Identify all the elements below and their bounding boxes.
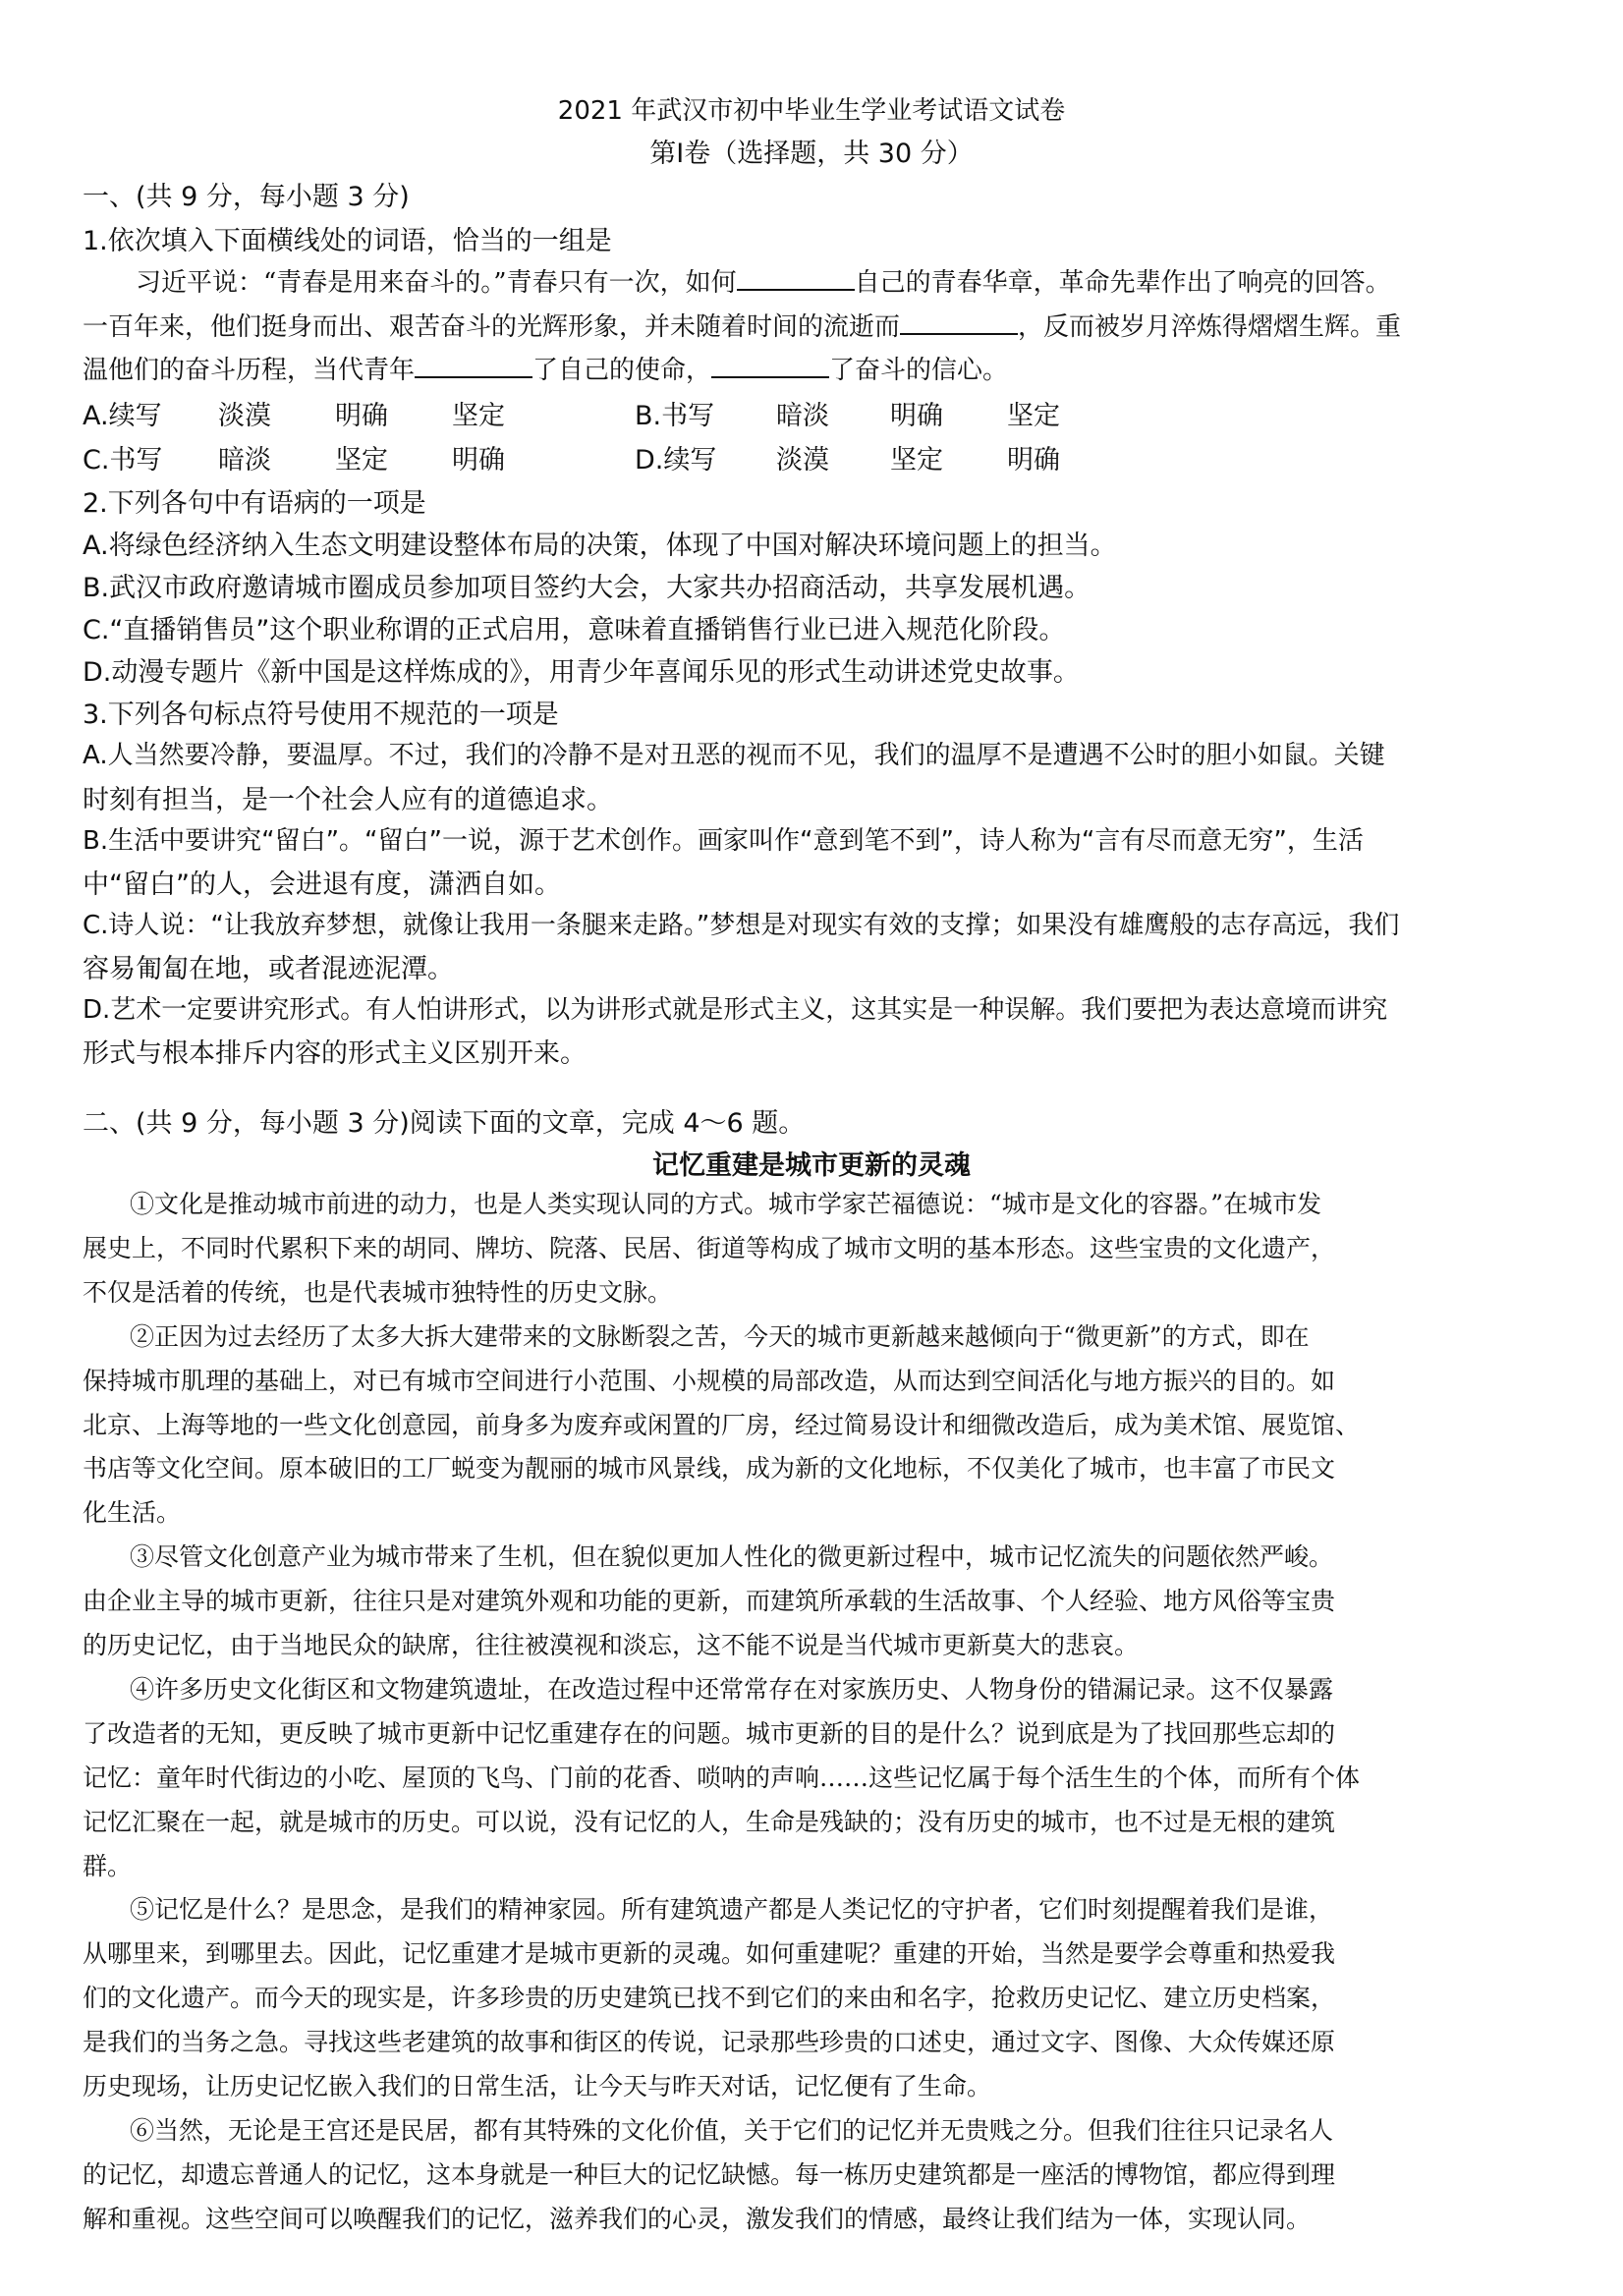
fill-blank-4: [711, 353, 829, 378]
article-line: 的历史记忆，由于当地民众的缺席，往往被漠视和淡忘，这不能不说是当代城市更新莫大的悲哀。: [83, 1631, 1140, 1659]
q1-text-segment: 了自己的使命，: [532, 356, 712, 385]
fill-blank-3: [415, 353, 532, 378]
q3-stem: 3.下列各句标点符号使用不规范的一项是: [83, 700, 559, 730]
option-c-word-2: 暗淡: [218, 445, 271, 476]
option-c-word-1: C.书写: [83, 445, 163, 476]
option-b-word-1: B.书写: [635, 401, 715, 431]
q3-option-b-line-1: B.生活中要讲究“留白”。“留白”一说，源于艺术创作。画家叫作“意到笔不到”，诗人称为“言有尽而意无穷”，生活: [83, 826, 1364, 856]
article-line: 历史现场，让历史记忆嵌入我们的日常生活，让今天与昨天对话，记忆便有了生命。: [83, 2072, 992, 2100]
article-line: 展史上，不同时代累积下来的胡同、牌坊、院落、民居、街道等构成了城市文明的基本形态。这些宝贵的文化遗产，: [83, 1233, 1336, 1262]
option-a-word-1: A.续写: [83, 401, 162, 431]
option-c-word-4: 明确: [452, 445, 505, 476]
section1-heading: 一、(共 9 分，每小题 3 分): [83, 182, 410, 212]
article-line: 是我们的当务之急。寻找这些老建筑的故事和街区的传说，记录那些珍贵的口述史，通过文字、图像、大众传媒还原: [83, 2028, 1336, 2057]
q3-option-a-line-2: 时刻有担当，是一个社会人应有的道德追求。: [83, 785, 613, 815]
q3-option-c-line-2: 容易匍匐在地，或者混迹泥潭。: [83, 954, 454, 984]
option-a-word-4: 坚定: [452, 401, 505, 431]
article-line: 记忆汇聚在一起，就是城市的历史。可以说，没有记忆的人，生命是残缺的；没有历史的城市，也不过是无根的建筑: [83, 1807, 1336, 1836]
q3-option-d-line-1: D.艺术一定要讲究形式。有人怕讲形式，以为讲形式就是形式主义，这其实是一种误解。我们要把为表达意境而讲究: [83, 995, 1388, 1025]
option-b-word-4: 坚定: [1007, 401, 1060, 431]
article-line: ④许多历史文化街区和文物建筑遗址，在改造过程中还常常存在对家族历史、人物身份的错漏记录。这不仅暴露: [130, 1674, 1334, 1704]
article-line: 由企业主导的城市更新，往往只是对建筑外观和功能的更新，而建筑所承载的生活故事、个人经验、地方风俗等宝贵: [83, 1587, 1336, 1616]
article-line: 群。: [83, 1851, 133, 1880]
option-d-word-4: 明确: [1007, 445, 1060, 476]
q1-stem: 1.依次填入下面横线处的词语，恰当的一组是: [83, 226, 612, 256]
option-a-word-2: 淡漠: [218, 401, 271, 431]
q3-option-b-line-2: 中“留白”的人，会进退有度，潇洒自如。: [83, 869, 561, 900]
option-d-word-1: D.续写: [635, 445, 717, 476]
article-line: 解和重视。这些空间可以唤醒我们的记忆，滋养我们的心灵，激发我们的情感，最终让我们结为一体，实现认同。: [83, 2204, 1312, 2233]
q1-text-segment: 了奋斗的信心。: [829, 356, 1009, 385]
q1-text-segment: ，反而被岁月淬炼得熠熠生辉。重: [1018, 312, 1402, 342]
article-line: 化生活。: [83, 1498, 182, 1528]
q1-text-segment: 自己的青春华章，革命先辈作出了响亮的回答。: [854, 268, 1391, 298]
option-b-word-2: 暗淡: [776, 401, 829, 431]
q2-option-b: B.武汉市政府邀请城市圈成员参加项目签约大会，大家共办招商活动，共享发展机遇。: [83, 573, 1091, 603]
q3-option-d-line-2: 形式与根本排斥内容的形式主义区别开来。: [83, 1038, 587, 1069]
option-a-word-3: 明确: [335, 401, 388, 431]
article-line: 记忆：童年时代街边的小吃、屋顶的飞鸟、门前的花香、唢呐的声响……这些记忆属于每个活生生的个体，而所有个体: [83, 1763, 1361, 1792]
option-d-word-3: 坚定: [890, 445, 943, 476]
article-line: ①文化是推动城市前进的动力，也是人类实现认同的方式。城市学家芒福德说：“城市是文化的容器。”在城市发: [130, 1190, 1322, 1218]
q2-stem: 2.下列各句中有语病的一项是: [83, 488, 426, 519]
q1-text-segment: 温他们的奋斗历程，当代青年: [83, 356, 416, 385]
article-line: 从哪里来，到哪里去。因此，记忆重建才是城市更新的灵魂。如何重建呢？重建的开始，当然是要学会尊重和热爱我: [83, 1939, 1336, 1969]
fill-blank-1: [737, 265, 855, 291]
q3-option-a-line-1: A.人当然要冷静，要温厚。不过，我们的冷静不是对丑恶的视而不见，我们的温厚不是遭遇不公时的胆小如鼠。关键: [83, 741, 1385, 770]
article-line: ③尽管文化创意产业为城市带来了生机，但在貌似更加人性化的微更新过程中，城市记忆流失的问题依然严峻。: [130, 1542, 1334, 1572]
q2-option-c: C.“直播销售员”这个职业称谓的正式启用，意味着直播销售行业已进入规范化阶段。: [83, 615, 1066, 645]
q1-passage-line-1: [136, 262, 1391, 299]
article-title: 记忆重建是城市更新的灵魂: [652, 1150, 971, 1181]
q2-option-d: D.动漫专题片《新中国是这样炼成的》，用青少年喜闻乐见的形式生动讲述党史故事。: [83, 657, 1080, 688]
q1-passage-line-3: [83, 350, 1008, 386]
paper-subtitle: 第Ⅰ卷（选择题，共 30 分）: [649, 139, 974, 169]
q1-text-segment: 一百年来，他们挺身而出、艰苦奋斗的光辉形象，并未随着时间的流逝而: [83, 312, 901, 342]
article-line: 了改造者的无知，更反映了城市更新中记忆重建存在的问题。城市更新的目的是什么？说到底是为了找回那些忘却的: [83, 1718, 1336, 1748]
article-line: 的记忆，却遗忘普通人的记忆，这本身就是一种巨大的记忆缺憾。每一栋历史建筑都是一座活的博物馆，都应得到理: [83, 2159, 1336, 2189]
article-line: ②正因为过去经历了太多大拆大建带来的文脉断裂之苦，今天的城市更新越来越倾向于“微更新”的方式，即在: [130, 1321, 1310, 1351]
q1-text-segment: 习近平说：“青春是用来奋斗的。”青春只有一次，如何: [136, 268, 737, 298]
exam-title: 2021 年武汉市初中毕业生学业考试语文试卷: [557, 96, 1066, 126]
article-line: ⑤记忆是什么？是思念，是我们的精神家园。所有建筑遗产都是人类记忆的守护者，它们时刻提醒着我们是谁，: [130, 1895, 1334, 1925]
article-line: 保持城市肌理的基础上，对已有城市空间进行小范围、小规模的局部改造，从而达到空间活化与地方振兴的目的。如: [83, 1366, 1336, 1395]
article-line: 书店等文化空间。原本破旧的工厂蜕变为靓丽的城市风景线，成为新的文化地标，不仅美化了城市，也丰富了市民文: [83, 1454, 1336, 1484]
option-d-word-2: 淡漠: [776, 445, 829, 476]
q3-option-c-line-1: C.诗人说：“让我放弃梦想，就像让我用一条腿来走路。”梦想是对现实有效的支撑；如果没有雄鹰般的志存高远，我们: [83, 911, 1400, 940]
article-line: 不仅是活着的传统，也是代表城市独特性的历史文脉。: [83, 1277, 673, 1307]
option-b-word-3: 明确: [890, 401, 943, 431]
article-line: 北京、上海等地的一些文化创意园，前身多为废弃或闲置的厂房，经过简易设计和细微改造后，成为美术馆、展览馆、: [83, 1410, 1361, 1439]
option-c-word-3: 坚定: [335, 445, 388, 476]
q1-passage-line-2: [83, 307, 1401, 343]
article-line: 们的文化遗产。而今天的现实是，许多珍贵的历史建筑已找不到它们的来由和名字，抢救历史记忆、建立历史档案，: [83, 1984, 1336, 2013]
fill-blank-2: [900, 309, 1018, 335]
q2-option-a: A.将绿色经济纳入生态文明建设整体布局的决策，体现了中国对解决环境问题上的担当。: [83, 531, 1117, 561]
article-line: ⑥当然，无论是王宫还是民居，都有其特殊的文化价值，关于它们的记忆并无贵贱之分。但我们往往只记录名人: [130, 2115, 1334, 2145]
section2-heading: 二、(共 9 分，每小题 3 分)阅读下面的文章，完成 4～6 题。: [83, 1108, 806, 1139]
